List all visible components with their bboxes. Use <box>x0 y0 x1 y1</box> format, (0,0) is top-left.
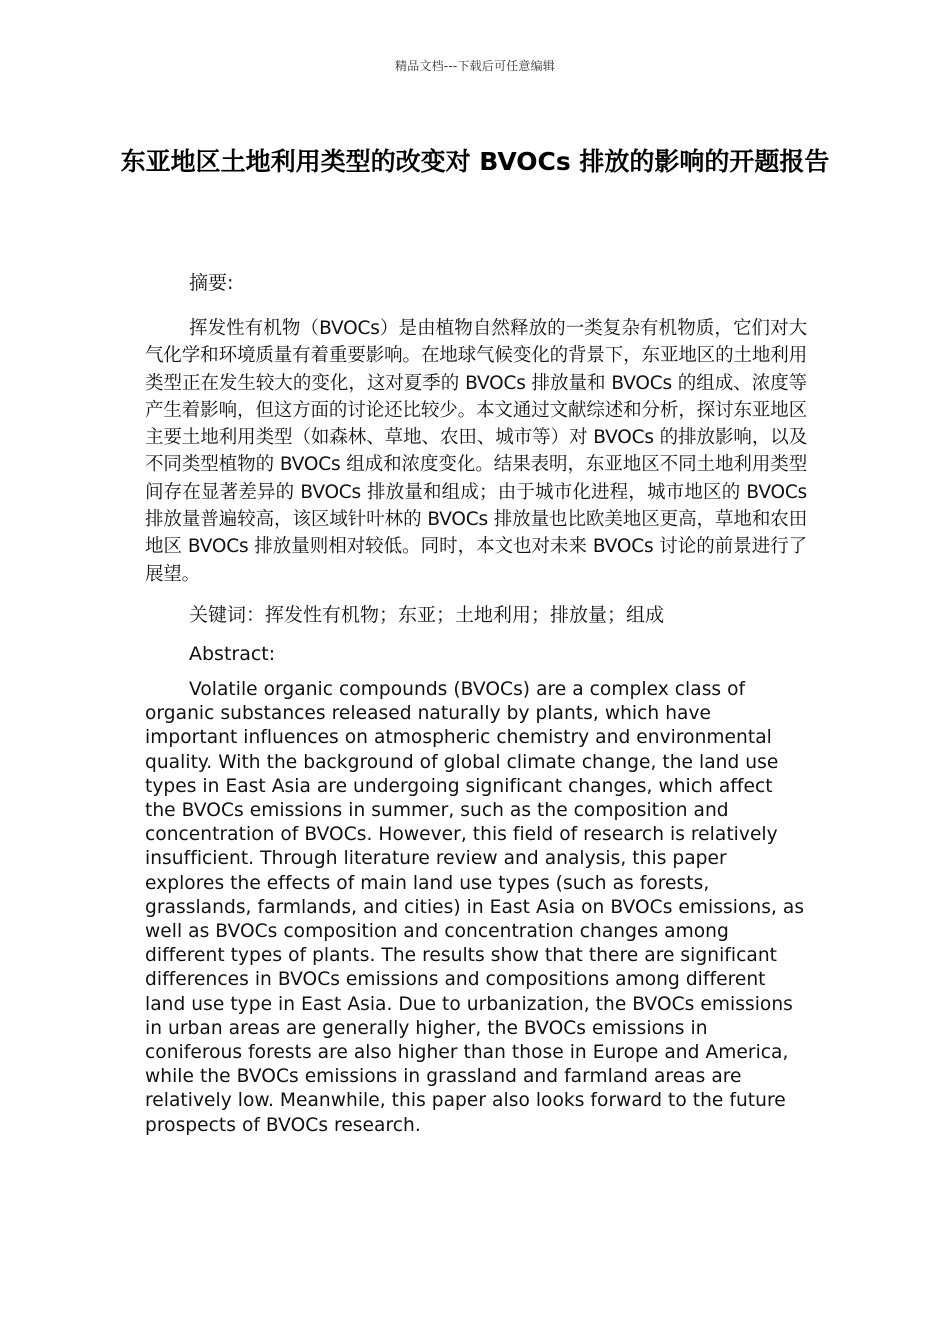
document-title: 东亚地区土地利用类型的改变对 BVOCs 排放的影响的开题报告 <box>120 147 830 176</box>
header-note: 精品文档---下载后可任意编辑 <box>395 59 555 73</box>
zh-abstract-text: 挥发性有机物（BVOCs）是由植物自然释放的一类复杂有机物质，它们对大气化学和环境质量有着重要影响。在地球气候变化的背景下，东亚地区的土地利用类型正在发生较大的变化，这对夏季的 BVOCs 排放量和 BVOCs 的组成、浓度等产生着影响，但这方面的讨论还比较少。本文通过文献综述和分析，探讨东亚地区主要土地利用类型（如森林、草地、农田、城市等）对 BVOCs 的排放影响，以及不同类型植物的 BVOCs 组成和浓度变化。结果表明，东亚地区不同土地利用类型间存在显著差异的 BVOCs 排放量和组成；由于城市化进程，城市地区的 BVOCs 排放量普遍较高，该区域针叶林的 BVOCs 排放量也比欧美地区更高，草地和农田地区 BVOCs 排放量则相对较低。同时，本文也对未来 BVOCs 讨论的前景进行了展望。 <box>145 318 807 585</box>
document-body <box>145 270 807 1138</box>
zh-abstract-label: 摘要: <box>189 272 234 294</box>
en-abstract-text: Volatile organic compounds (BVOCs) are a complex class of organic substances released naturally by plants, which have important influences on atmospheric chemistry and environmental quality. With the background of global climate change, the land use types in East Asia are undergoing significant changes, which affect the BVOCs emissions in summer, such as the composition and concentration of BVOCs. However, this field of research is relatively insufficient. Through literature review and analysis, this paper explores the effects of main land use types (such as forests, grasslands, farmlands, and cities) in East Asia on BVOCs emissions, as well as BVOCs composition and concentration changes among different types of plants. The results show that there are significant differences in BVOCs emissions and compositions among different land use type in East Asia. Due to urbanization, the BVOCs emissions in urban areas are generally higher, the BVOCs emissions in coniferous forests are also higher than those in Europe and America, while the BVOCs emissions in grassland and farmland areas are relatively low. Meanwhile, this paper also looks forward to the future prospects of BVOCs research. <box>145 678 805 1136</box>
keywords: 关键词：挥发性有机物；东亚；土地利用；排放量；组成 <box>189 603 665 626</box>
en-abstract-label: Abstract: <box>189 642 276 665</box>
